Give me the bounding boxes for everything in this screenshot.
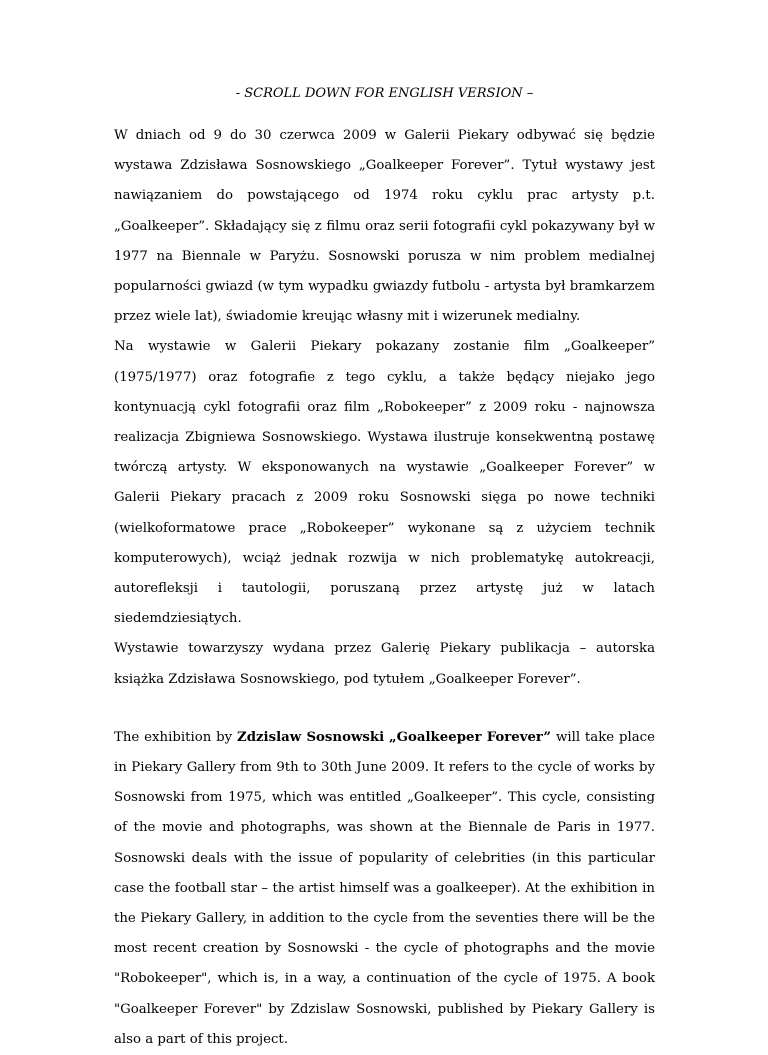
english-body: will take place in Piekary Gallery from 9th to 30th June 2009. It refers to the cycle of works by Sosnowski from 1975, which was entitled „Goalkeeper”. This cycle, consisting of the movie and photographs, was shown at the Biennale de Paris in 1977. Sosnowski deals with the issue of popularity of celebrities (in this particular case the football star – the artist himself was a goalkeeper). At the exhibition in the Piekary Gallery, in addition to the cycle from the seventies there will be the most recent creation by Sosnowski - the cycle of photographs and the movie "Robokeeper", which is, in a way, a continuation of the cycle of 1975. A book "Goalkeeper Forever" by Zdzislaw Sosnowski, published by Piekary Gallery is also a part of this project. (114, 729, 655, 1047)
exhibition-title: „Goalkeeper Forever” (389, 729, 552, 745)
section-spacer (114, 695, 655, 723)
artist-name: Zdzislaw Sosnowski (237, 729, 385, 745)
english-intro: The exhibition by (114, 729, 233, 745)
polish-paragraph-2: Na wystawie w Galerii Piekary pokazany zostanie film „Goalkeeper” (1975/1977) oraz fotografie z tego cyklu, a także będący niejako jego kontynuacją cykl fotografii oraz film „Robokeeper” z 2009 roku - najnowsza realizacja Zbigniewa Sosnowskiego. Wystawa ilustruje konsekwentną postawę twórczą artysty. W eksponowanych na wystawie „Goalkeeper Forever” w Galerii Piekary pracach z 2009 roku Sosnowski sięga po nowe techniki (wielkoformatowe prace „Robokeeper” wykonane są z użyciem technik komputerowych), wciąż jednak rozwija w nich problematykę autokreacji, autorefleksji i tautologii, poruszaną przez artystę już w latach siedemdziesiątych. (114, 339, 655, 627)
polish-paragraph-3: Wystawie towarzyszy wydana przez Galerię Piekary publikacja – autorska książka Zdzisława Sosnowskiego, pod tytułem „Goalkeeper Forever”. (114, 641, 655, 687)
scroll-down-notice: - SCROLL DOWN FOR ENGLISH VERSION – (235, 86, 534, 101)
document-body (114, 84, 655, 1055)
polish-paragraph-1: W dniach od 9 do 30 czerwca 2009 w Galerii Piekary odbywać się będzie wystawa Zdzisława Sosnowskiego „Goalkeeper Forever”. Tytuł wystawy jest nawiązaniem do powstającego od 1974 roku cyklu prac artysty p.t. „Goalkeeper”. Składający się z filmu oraz serii fotografii cykl pokazywany był w 1977 na Biennale w Paryżu. Sosnowski porusza w nim problem medialnej popularności gwiazd (w tym wypadku gwiazdy futbolu - artysta był bramkarzem przez wiele lat), świadomie kreując własny mit i wizerunek medialny. (114, 128, 655, 325)
english-paragraph (114, 723, 655, 1055)
